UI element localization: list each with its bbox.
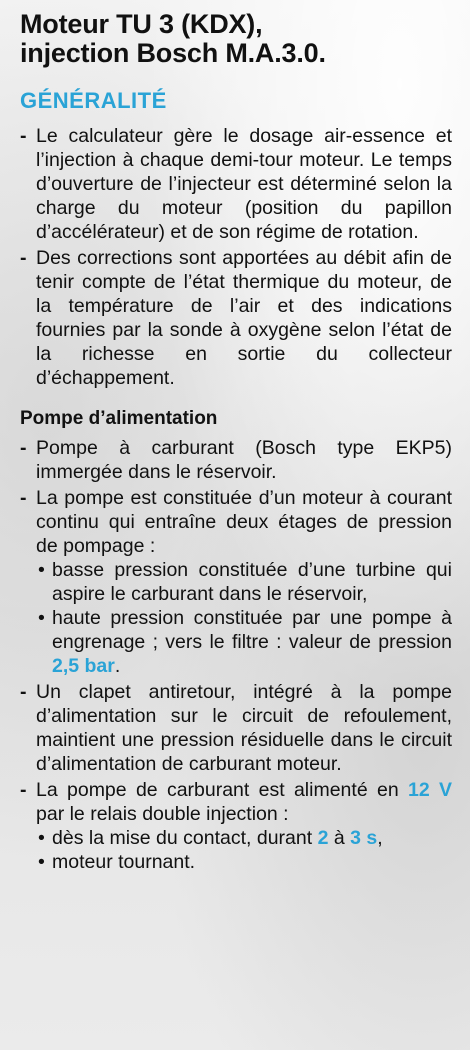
voltage-end: par le relais double injection : (36, 803, 289, 825)
pressure-text: haute pression constituée par une pompe à engrenage ; vers le filtre : valeur de pression (52, 607, 452, 653)
voltage-text: La pompe de carburant est alimenté en (36, 779, 408, 801)
title-line-2: injection Bosch M.A.3.0. (20, 38, 326, 68)
duration-value-2: 3 s (350, 827, 378, 849)
pump-item-1: - Pompe à carburant (Bosch type EKP5) immergée dans le réservoir. (20, 436, 452, 484)
page-title (20, 10, 452, 68)
pump-item-2-sub-1: • basse pression constituée d’une turbine qui aspire le carburant dans le réservoir, (36, 558, 452, 606)
pump-item-2-text: La pompe est constituée d’un moteur à courant continu qui entraîne deux étages de pression de pompage : (36, 487, 452, 557)
pump-item-2 (20, 486, 452, 678)
pump-item-4-sub-1 (36, 826, 452, 850)
pump-heading: Pompe d’alimentation (20, 408, 218, 429)
general-item-2: - Des corrections sont apportées au débit afin de tenir compte de l’état thermique du moteur, de la température de l’air et des indications fournies par la sonde à oxygène selon l’état de la richesse en sortie du collecteur d’échappement. (20, 246, 452, 390)
pump-item-4-sub-2: • moteur tournant. (36, 850, 452, 874)
duration-mid: à (328, 827, 351, 849)
pump-item-3: - Un clapet antiretour, intégré à la pompe d’alimentation sur le circuit de refoulement, maintient une pression résiduelle dans le circuit d’alimentation de carburant moteur. (20, 680, 452, 776)
title-line-1: Moteur TU 3 (KDX), (20, 9, 263, 39)
duration-value-1: 2 (317, 827, 329, 849)
pump-item-2-sublist (36, 558, 452, 678)
duration-end: , (377, 827, 383, 849)
pump-item-4-sublist (36, 826, 452, 874)
general-item-1: - Le calculateur gère le dosage air-essence et l’injection à chaque demi-tour moteur. Le temps d’ouverture de l’injecteur est déterminé selon la charge du moteur (position du papillon d’accélérateur) et de son régime de rotation. (20, 124, 452, 244)
pump-item-4 (20, 778, 452, 874)
pressure-end: . (114, 655, 121, 677)
pressure-value: 2,5 bar (52, 655, 115, 677)
duration-text: dès la mise du contact, durant (52, 827, 318, 849)
voltage-value: 12 V (407, 779, 452, 801)
pump-list (20, 436, 452, 874)
general-list (20, 124, 452, 390)
section-title-generalite: GÉNÉRALITÉ (20, 88, 167, 113)
pump-item-2-sub-2 (36, 606, 452, 678)
